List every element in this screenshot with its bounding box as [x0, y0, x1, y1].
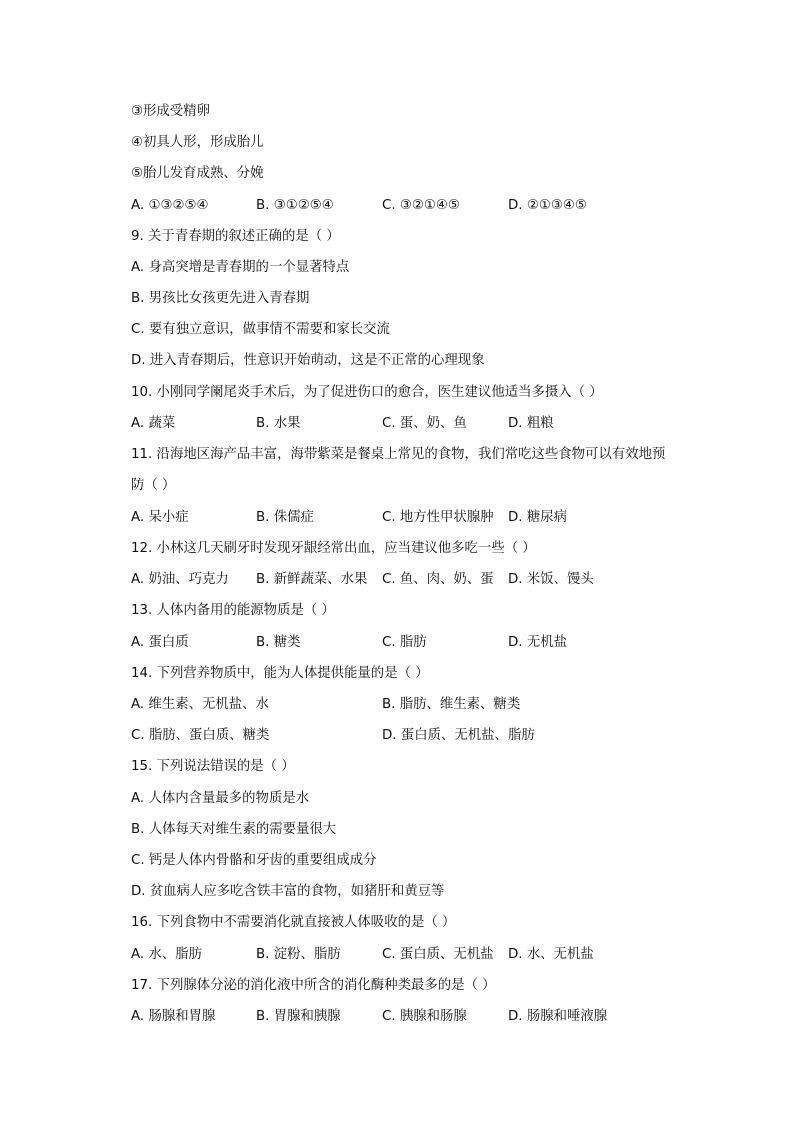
option: C. 脂肪 [382, 635, 427, 650]
question-stem: 11. 沿海地区海产品丰富，海带紫菜是餐桌上常见的食物，我们常吃这些食物可以有效地预 [131, 447, 666, 462]
option: A. ①③②⑤④ [131, 198, 209, 213]
options-row [131, 1007, 731, 1027]
options-row [131, 726, 731, 746]
option: C. 蛋白质、无机盐 [382, 947, 494, 962]
option: B. 水果 [256, 416, 301, 431]
option: C. 胰腺和肠腺 [382, 1009, 467, 1024]
option: A. 维生素、无机盐、水 [131, 697, 269, 712]
options-row [131, 633, 731, 653]
option: D. 粗粮 [508, 416, 554, 431]
option: C. 鱼、肉、奶、蛋 [382, 572, 494, 587]
option: D. 米饭、馒头 [508, 572, 594, 587]
question-stem: 12. 小林这几天刷牙时发现牙龈经常出血，应当建议他多吃一些（ ） [131, 541, 536, 556]
option: D. 糖尿病 [508, 510, 567, 525]
step-text: ③形成受精卵 [131, 104, 210, 119]
option: A. 蛋白质 [131, 635, 189, 650]
option: B. 男孩比女孩更先进入青春期 [131, 291, 310, 306]
option: D. ②①③④⑤ [508, 198, 587, 213]
option: B. 脂肪、维生素、糖类 [382, 697, 521, 712]
option: B. ③①②⑤④ [256, 198, 334, 213]
question-stem: 17. 下列腺体分泌的消化液中所含的消化酶种类最多的是（ ） [131, 978, 496, 993]
question-stem: 14. 下列营养物质中，能为人体提供能量的是（ ） [131, 666, 429, 681]
option: C. ③②①④⑤ [382, 198, 460, 213]
option: B. 淀粉、脂肪 [256, 947, 341, 962]
question-stem: 防（ ） [131, 478, 176, 493]
question-stem: 16. 下列食物中不需要消化就直接被人体吸收的是（ ） [131, 915, 456, 930]
option: A. 人体内含量最多的物质是水 [131, 791, 310, 806]
option: D. 肠腺和唾液腺 [508, 1009, 608, 1024]
option: D. 贫血病人应多吃含铁丰富的食物，如猪肝和黄豆等 [131, 884, 445, 899]
option: B. 新鲜蔬菜、水果 [256, 572, 368, 587]
options-row [131, 196, 731, 216]
question-stem: 9. 关于青春期的叙述正确的是（ ） [131, 229, 340, 244]
option: D. 无机盐 [508, 635, 567, 650]
options-row [131, 945, 731, 965]
question-stem: 13. 人体内备用的能源物质是（ ） [131, 603, 335, 618]
option: B. 侏儒症 [256, 510, 314, 525]
options-row [131, 414, 731, 434]
option: C. 蛋、奶、鱼 [382, 416, 467, 431]
question-stem: 10. 小刚同学阑尾炎手术后，为了促进伤口的愈合，医生建议他适当多摄入（ ） [131, 385, 603, 400]
option: A. 肠腺和胃腺 [131, 1009, 216, 1024]
option: C. 要有独立意识，做事情不需要和家长交流 [131, 322, 390, 337]
options-row [131, 695, 731, 715]
option: A. 身高突增是青春期的一个显著特点 [131, 260, 350, 275]
option: B. 人体每天对维生素的需要量很大 [131, 822, 337, 837]
option: A. 水、脂肪 [131, 947, 202, 962]
options-row [131, 570, 731, 590]
option: C. 地方性甲状腺肿 [382, 510, 494, 525]
option: C. 脂肪、蛋白质、糖类 [131, 728, 270, 743]
option: A. 呆小症 [131, 510, 189, 525]
step-text: ⑤胎儿发育成熟、分娩 [131, 166, 264, 181]
step-text: ④初具人形，形成胎儿 [131, 135, 264, 150]
question-stem: 15. 下列说法错误的是（ ） [131, 759, 295, 774]
option: D. 水、无机盐 [508, 947, 594, 962]
option: B. 糖类 [256, 635, 301, 650]
option: B. 胃腺和胰腺 [256, 1009, 341, 1024]
option: A. 奶油、巧克力 [131, 572, 229, 587]
option: C. 钙是人体内骨骼和牙齿的重要组成成分 [131, 853, 377, 868]
options-row [131, 508, 731, 528]
option: D. 蛋白质、无机盐、脂肪 [382, 728, 535, 743]
option: D. 进入青春期后，性意识开始萌动，这是不正常的心理现象 [131, 353, 485, 368]
option: A. 蔬菜 [131, 416, 176, 431]
